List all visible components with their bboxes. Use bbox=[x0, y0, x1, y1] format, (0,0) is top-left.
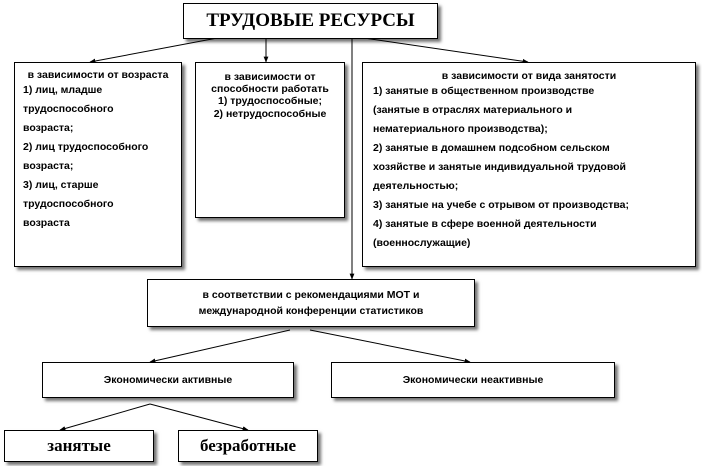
employment-line: (занятые в отраслях материального и bbox=[373, 104, 573, 116]
ability-box bbox=[195, 62, 345, 218]
age-line: 1) лиц, младше bbox=[23, 84, 103, 96]
employment-line: 1) занятые в общественном производстве bbox=[373, 85, 595, 97]
employment-line: 3) занятые на учебе с отрывом от производства; bbox=[373, 199, 630, 211]
inactive-box bbox=[331, 362, 615, 398]
employment-box bbox=[362, 62, 696, 267]
age-line: возраста; bbox=[23, 122, 74, 134]
unemployed-label: безработные bbox=[199, 436, 297, 455]
age-line: трудоспособного bbox=[23, 198, 114, 210]
employment-line: деятельностью; bbox=[373, 180, 459, 192]
ilo-line: международной конференции статистиков bbox=[198, 305, 424, 317]
employment-line: хозяйстве и занятые индивидуальной трудовой bbox=[373, 161, 627, 173]
employment-line: 2) занятые в домашнем подсобном сельском bbox=[373, 142, 610, 154]
employment-line: 4) занятые в сфере военной деятельности bbox=[373, 218, 597, 230]
inactive-label: Экономически неактивные bbox=[402, 374, 544, 386]
age-box bbox=[14, 62, 182, 267]
arrow-to-age bbox=[90, 36, 228, 62]
age-line: возраста; bbox=[23, 160, 74, 172]
ilo-line: в соответствии с рекомендациями МОТ и bbox=[202, 289, 420, 301]
active-label: Экономически активные bbox=[103, 374, 233, 386]
employment-line: нематериального производства); bbox=[373, 123, 548, 135]
arrow-to-employment bbox=[350, 36, 528, 62]
ability-line: 2) нетрудоспособные bbox=[213, 108, 327, 120]
ability-line: 1) трудоспособные; bbox=[217, 95, 323, 107]
arrow-to-active bbox=[150, 330, 290, 362]
unemployed-box bbox=[178, 430, 318, 462]
age-heading: в зависимости от возраста bbox=[27, 69, 169, 81]
employment-line: (военнослужащие) bbox=[373, 237, 471, 249]
title-box bbox=[183, 3, 438, 39]
arrow-to-unemployed bbox=[150, 404, 248, 430]
employed-label: занятые bbox=[47, 436, 111, 455]
arrow-to-inactive bbox=[310, 330, 470, 362]
employment-heading: в зависимости от вида занятости bbox=[441, 70, 617, 82]
active-box bbox=[42, 362, 294, 398]
ilo-box bbox=[147, 279, 475, 327]
arrow-to-employed bbox=[60, 404, 150, 430]
employed-box bbox=[4, 430, 154, 462]
age-line: трудоспособного bbox=[23, 103, 114, 115]
diagram-title: ТРУДОВЫЕ РЕСУРСЫ bbox=[206, 10, 415, 31]
age-line: 2) лиц трудоспособного bbox=[23, 141, 149, 153]
ability-heading: в зависимости от способности работать bbox=[211, 71, 329, 95]
age-line: возраста bbox=[23, 217, 70, 229]
age-line: 3) лиц, старше bbox=[23, 179, 99, 191]
